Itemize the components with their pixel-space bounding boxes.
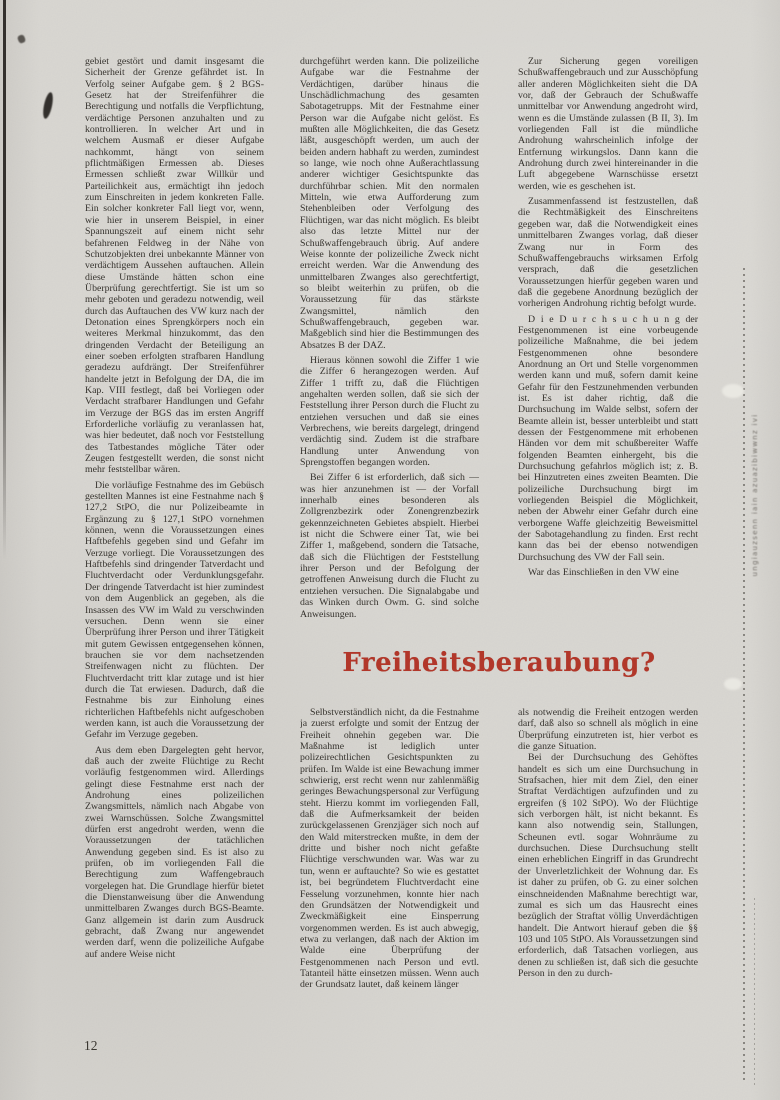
paragraph: durchgeführt werden kann. Die polizeiliche Aufgabe war die Festnahme der Verdächtigen, darüber hinaus die Unschädlichmachung des gesamten Sabotagetrupps. Mit der Festnahme einer Person war die Aufgabe nicht gelöst. Es mußten alle Möglichkeiten, die das Gesetz läßt, ausgeschöpft werden, um auch der beiden andern habhaft zu werden, zumindest so lange, wie noch ohne Außerachtlassung anderer wichtiger Gesichtspunkte das durchführbar schien. Mit den normalen Mitteln, wie etwa Aufforderung zum Stehenbleiben oder Verfolgung des Flüchtigen, war das nicht möglich. Es bleibt also das letzte Mittel nur der Schußwaffengebrauch übrig. Auf andere Weise konnte der polizeiliche Zweck nicht erreicht werden. War die Anwendung des unmittelbaren Zwanges also gerechtfertigt, so bleibt weiterhin zu prüfen, ob die Voraussetzung für das stärkste Zwangsmittel, nämlich den Schußwaffengebrauch, gegeben war. Maßgeblich sind hier die Bestimmungen des Absatzes B der DAZ. — [300, 56, 479, 351]
text-column-2-top — [300, 56, 479, 620]
paragraph: Die vorläufige Festnahme des im Gebüsch gestellten Mannes ist eine Festnahme nach § 127,2 StPO, die nur Polizeibeamte in Ergänzung zu § 127,1 StPO vornehmen können, wenn die Voraussetzungen eines Haftbefehls gegeben sind und Gefahr im Verzuge vorliegt. Die Voraussetzungen des Haftbefehls sind dringender Tatverdacht und Fluchtverdacht oder Verdunklungsgefahr. Der dringende Tatverdacht ist hier zumindest von dem Augenblick an gegeben, als die Insassen des VW im Wald zu verschwinden versuchen. Denn wenn sie einer Überprüfung ihrer Person und ihrer Tätigkeit mit gutem Gewissen entgegensehen können, brauchen sie vor dem nachsetzenden Streifenwagen nicht zu flüchten. Der Fluchtverdacht tritt klar zutage und ist hier durch die Tat erwiesen. Dadurch, daß die Festnahme bis zur Einholung eines richterlichen Haftbefehls nicht aufgeschoben werden kann, ist auch die Voraussetzung der Gefahr im Verzuge gegeben. — [85, 479, 264, 741]
paragraph: Selbstverständlich nicht, da die Festnahme ja zuerst erfolgte und somit der Entzug der Freiheit ohnehin gegeben war. Die Maßnahme ist lediglich unter polizeirechtlichen Gesichtspunkten zu prüfen. Im Walde ist eine Bewachung immer schwierig, erst recht wenn nur zahlenmäßig geringes Bewachungspersonal zur Verfügung steht. Hierzu kommt im vorliegenden Fall, daß die Aufmerksamkeit der beiden zurückgelassenen Grenzjäger sich noch auf den Wald miterstrecken mußte, in dem der dritte und bisher noch nicht gefaßte Flüchtige verschwunden war. Was war zu tun, wenn er auftauchte? So wie es gestattet ist, bei begründetem Fluchtverdacht eine Fesselung vorzunehmen, konnte hier nach den Grundsätzen der Notwendigkeit und Zweckmäßigkeit eine Einsperrung vorgenommen werden. Es ist auch abwegig, etwa zu verlangen, daß nach der Aktion im Walde eine Überprüfung der Festgenommenen nach Person und evtl. Tatanteil hätte einsetzen müssen. Wenn auch der Grundsatz lautet, daß keinem länger — [300, 707, 479, 991]
paragraph: Zur Sicherung gegen voreiligen Schußwaffengebrauch und zur Ausschöpfung aller anderen Möglichkeiten sieht die DA vor, daß der Gebrauch der Schußwaffe unmittelbar vor Anwendung angedroht wird, wenn es die Umstände zulassen (B II, 3). Im vorliegenden Fall ist die mündliche Androhung wahrscheinlich infolge der Entfernung wirkungslos. Dann kann die Androhung durch zwei hintereinander in die Luft abgegebene Warnschüsse ersetzt werden, wie es geschehen ist. — [518, 56, 698, 192]
page-number: 12 — [84, 1038, 98, 1053]
fold-dotted-line-short — [754, 898, 755, 1088]
paragraph: als notwendig die Freiheit entzogen werden darf, daß also so schnell als möglich in eine Überprüfung einzutreten ist, hier verbot es die ganze Situation. — [518, 707, 698, 753]
scan-binding-line — [3, 0, 6, 560]
paragraph: Hieraus können sowohl die Ziffer 1 wie die Ziffer 6 herangezogen werden. Auf Ziffer 1 trifft zu, daß die Flüchtigen angehalten werden sollen, daß sie sich der Feststellung ihrer Person durch die Flucht zu entziehen versuchen und daß sie eines Verbrechens, wie bereits dargelegt, dringend verdächtig sind. Zudem ist die strafbare Handlung unter Anwendung von Sprengstoffen begangen worden. — [300, 354, 479, 469]
paper-fleck — [722, 384, 744, 398]
paper-fleck — [724, 678, 742, 690]
paragraph: gebiet gestört und damit insgesamt die Sicherheit der Grenze gefährdet ist. In Verfolg seiner Aufgabe gem. § 2 BGS-Gesetz hat der Streifenführer die Berechtigung und notfalls die Verpflichtung, verdächtige Personen anzuhalten und zu kontrollieren. In welcher Art und in welchem Ausmaß er dieser Aufgabe nachkommt, hängt von seinem pflichtmäßigen Ermessen ab. Dieses Ermessen schließt zwar Willkür und Parteilichkeit aus, ermächtigt ihn jedoch zum Einschreiten in jedem konkreten Falle. Ein solcher konkreter Fall liegt vor, wenn, wie hier in unserem Beispiel, in einer Spannungszeit auf einem nicht sehr befahrenen Feldweg in der Nähe von Schutzobjekten drei unbekannte Männer von verdächtigem Aussehen auftauchen. Allein diese Umstände hätten schon eine Überprüfung gerechtfertigt. Sie ist um so mehr geboten und geradezu notwendig, weil durch das Auftauchen des VW kurz nach der Detonation eines Sprengkörpers noch ein weiteres Merkmal hinzukommt, das den dringenden Verdacht der Beteiligung an einer soeben erfolgten strafbaren Handlung geradezu aufdrängt. Der Streifenführer handelte jetzt in Befolgung der DA, die im Kap. VIII festlegt, daß bei Vorliegen oder Verdacht strafbarer Handlungen und Gefahr im Verzuge der BGS das im ersten Angriff Erforderliche vorläufig zu veranlassen hat, was hier bedeutet, daß noch vor Feststellung des Tatbestandes mögliche Täter oder Zeugen festgestellt werden, die sonst nicht mehr feststellbar wären. — [85, 56, 264, 476]
ink-speck — [17, 34, 26, 44]
ink-smudge — [41, 91, 54, 119]
margin-showthrough-text: ungiauzsenn iain azuazibiwwnz ivi — [751, 413, 759, 577]
text-column-3-top — [518, 56, 698, 578]
paragraph: War das Einschließen in den VW eine — [528, 567, 679, 579]
text-column-3-bottom — [518, 707, 698, 979]
paragraph: Aus dem eben Dargelegten geht hervor, daß auch der zweite Flüchtige zu Recht vorläufig festgenommen wird. Allerdings gelingt diese Festnahme erst nach der Androhung eines polizeilichen Zwangsmittels, nämlich nach Abgabe von zwei Warnschüssen. Solche Zwangsmittel dürfen erst angedroht werden, wenn die Voraussetzungen der tatächlichen Anwendung gegeben sind. Es ist also zu prüfen, ob im vorliegenden Fall die Berechtigung zum Waffengebrauch vorgelegen hat. Die Grundlage hierfür bietet die Dienstanweisung über die Anwendung unmittelbaren Zwanges durch BGS-Beamte. Ganz allgemein ist darin zum Ausdruck gebracht, daß Zwang nur angewendet werden darf, wenn die polizeiliche Aufgabe auf andere Weise nicht — [85, 744, 264, 960]
text-column-1 — [85, 56, 264, 960]
paragraph: Bei der Durchsuchung des Gehöftes handelt es sich um eine Durchsuchung in Strafsachen, hier mit dem Ziel, den einer Straftat Verdächtigen aufzufinden und zu ergreifen (§ 102 StPO). Wo der Flüchtige sich verborgen hält, ist nicht bekannt. Es kann also notwendig sein, Stallungen, Scheunen evtl. sogar Wohnräume zu durchsuchen. Diese Durchsuchung stellt einen erheblichen Eingriff in das Grundrecht der Unverletzlichkeit der Wohnung dar. Es ist daher zu prüfen, ob G. zu einer solchen einschneidenden Maßnahme berechtigt war, zumal es sich um das Hausrecht eines bezüglich der Straftat völlig Unverdächtigen handelt. Die Antwort hierauf geben die §§ 103 und 105 StPO. Als Voraussetzungen sind erforderlich, daß Tatsachen vorliegen, aus denen zu schließen ist, daß sich die gesuchte Person in den zu durch- — [518, 752, 698, 979]
paragraph: D i e D u r c h s u c h u n g der Festgenommenen ist eine vorbeugende polizeiliche Maßnahme, die bei jedem Festgenommenen ohne besondere Anordnung an Ort und Stelle vorgenommen werden kann und muß, sofern damit keine Gefahr für den Festzunehmenden verbunden ist. Es ist daher richtig, daß die Durchsuchung im Walde selbst, sofern der Beamte allein ist, besser unterbleibt und statt dessen der Festgenommene mit erhobenen Händen vor dem mit schußbereiter Waffe folgenden Beamten einhergeht, bis die Durchsuchung gefahrlos möglich ist; z. B. bei Hinzutreten eines zweiten Beamten. Die polizeiliche Durchsuchung birgt im vorliegenden Beispiel die Möglichkeit, neben der Abwehr einer Gefahr durch eine verborgene Waffe gleichzeitig Beweismittel der Sabotagehandlung zu finden. Erst recht kann das bei der ebenso notwendigen Durchsuchung des VW der Fall sein. — [518, 313, 698, 563]
section-heading: Freiheitsberaubung? — [342, 648, 656, 678]
paragraph: Zusammenfassend ist festzustellen, daß die Rechtmäßigkeit des Einschreitens gegeben war, daß die Notwendigkeit eines unmittelbaren Zwanges vorlag, daß dieser Zwang nur in Form des Schußwaffengebrauchs wirksamen Erfolg versprach, daß die gesetzlichen Voraussetzungen hierfür gegeben waren und daß die gegebene Anordnung bezüglich der vorherigen Androhung richtig befolgt wurde. — [518, 196, 698, 310]
paragraph: Bei Ziffer 6 ist erforderlich, daß sich — was hier anzunehmen ist — der Vorfall innerhalb eines besonderen als Zollgrenzbezirk oder Zonengrenzbezirk gekennzeichneten Gebietes abspielt. Hierbei ist nicht die Schwere einer Tat, wie bei Ziffer 1, maßgebend, sondern die Tatsache, daß sich die Flüchtigen der Feststellung ihrer Person und der Befolgung der getroffenen Anweisung durch die Flucht zu entziehen versuchen. Die Signalabgabe und das Winken durch Owm. G. sind solche Anweisungen. — [300, 472, 479, 620]
text-column-2-bottom — [300, 707, 479, 991]
